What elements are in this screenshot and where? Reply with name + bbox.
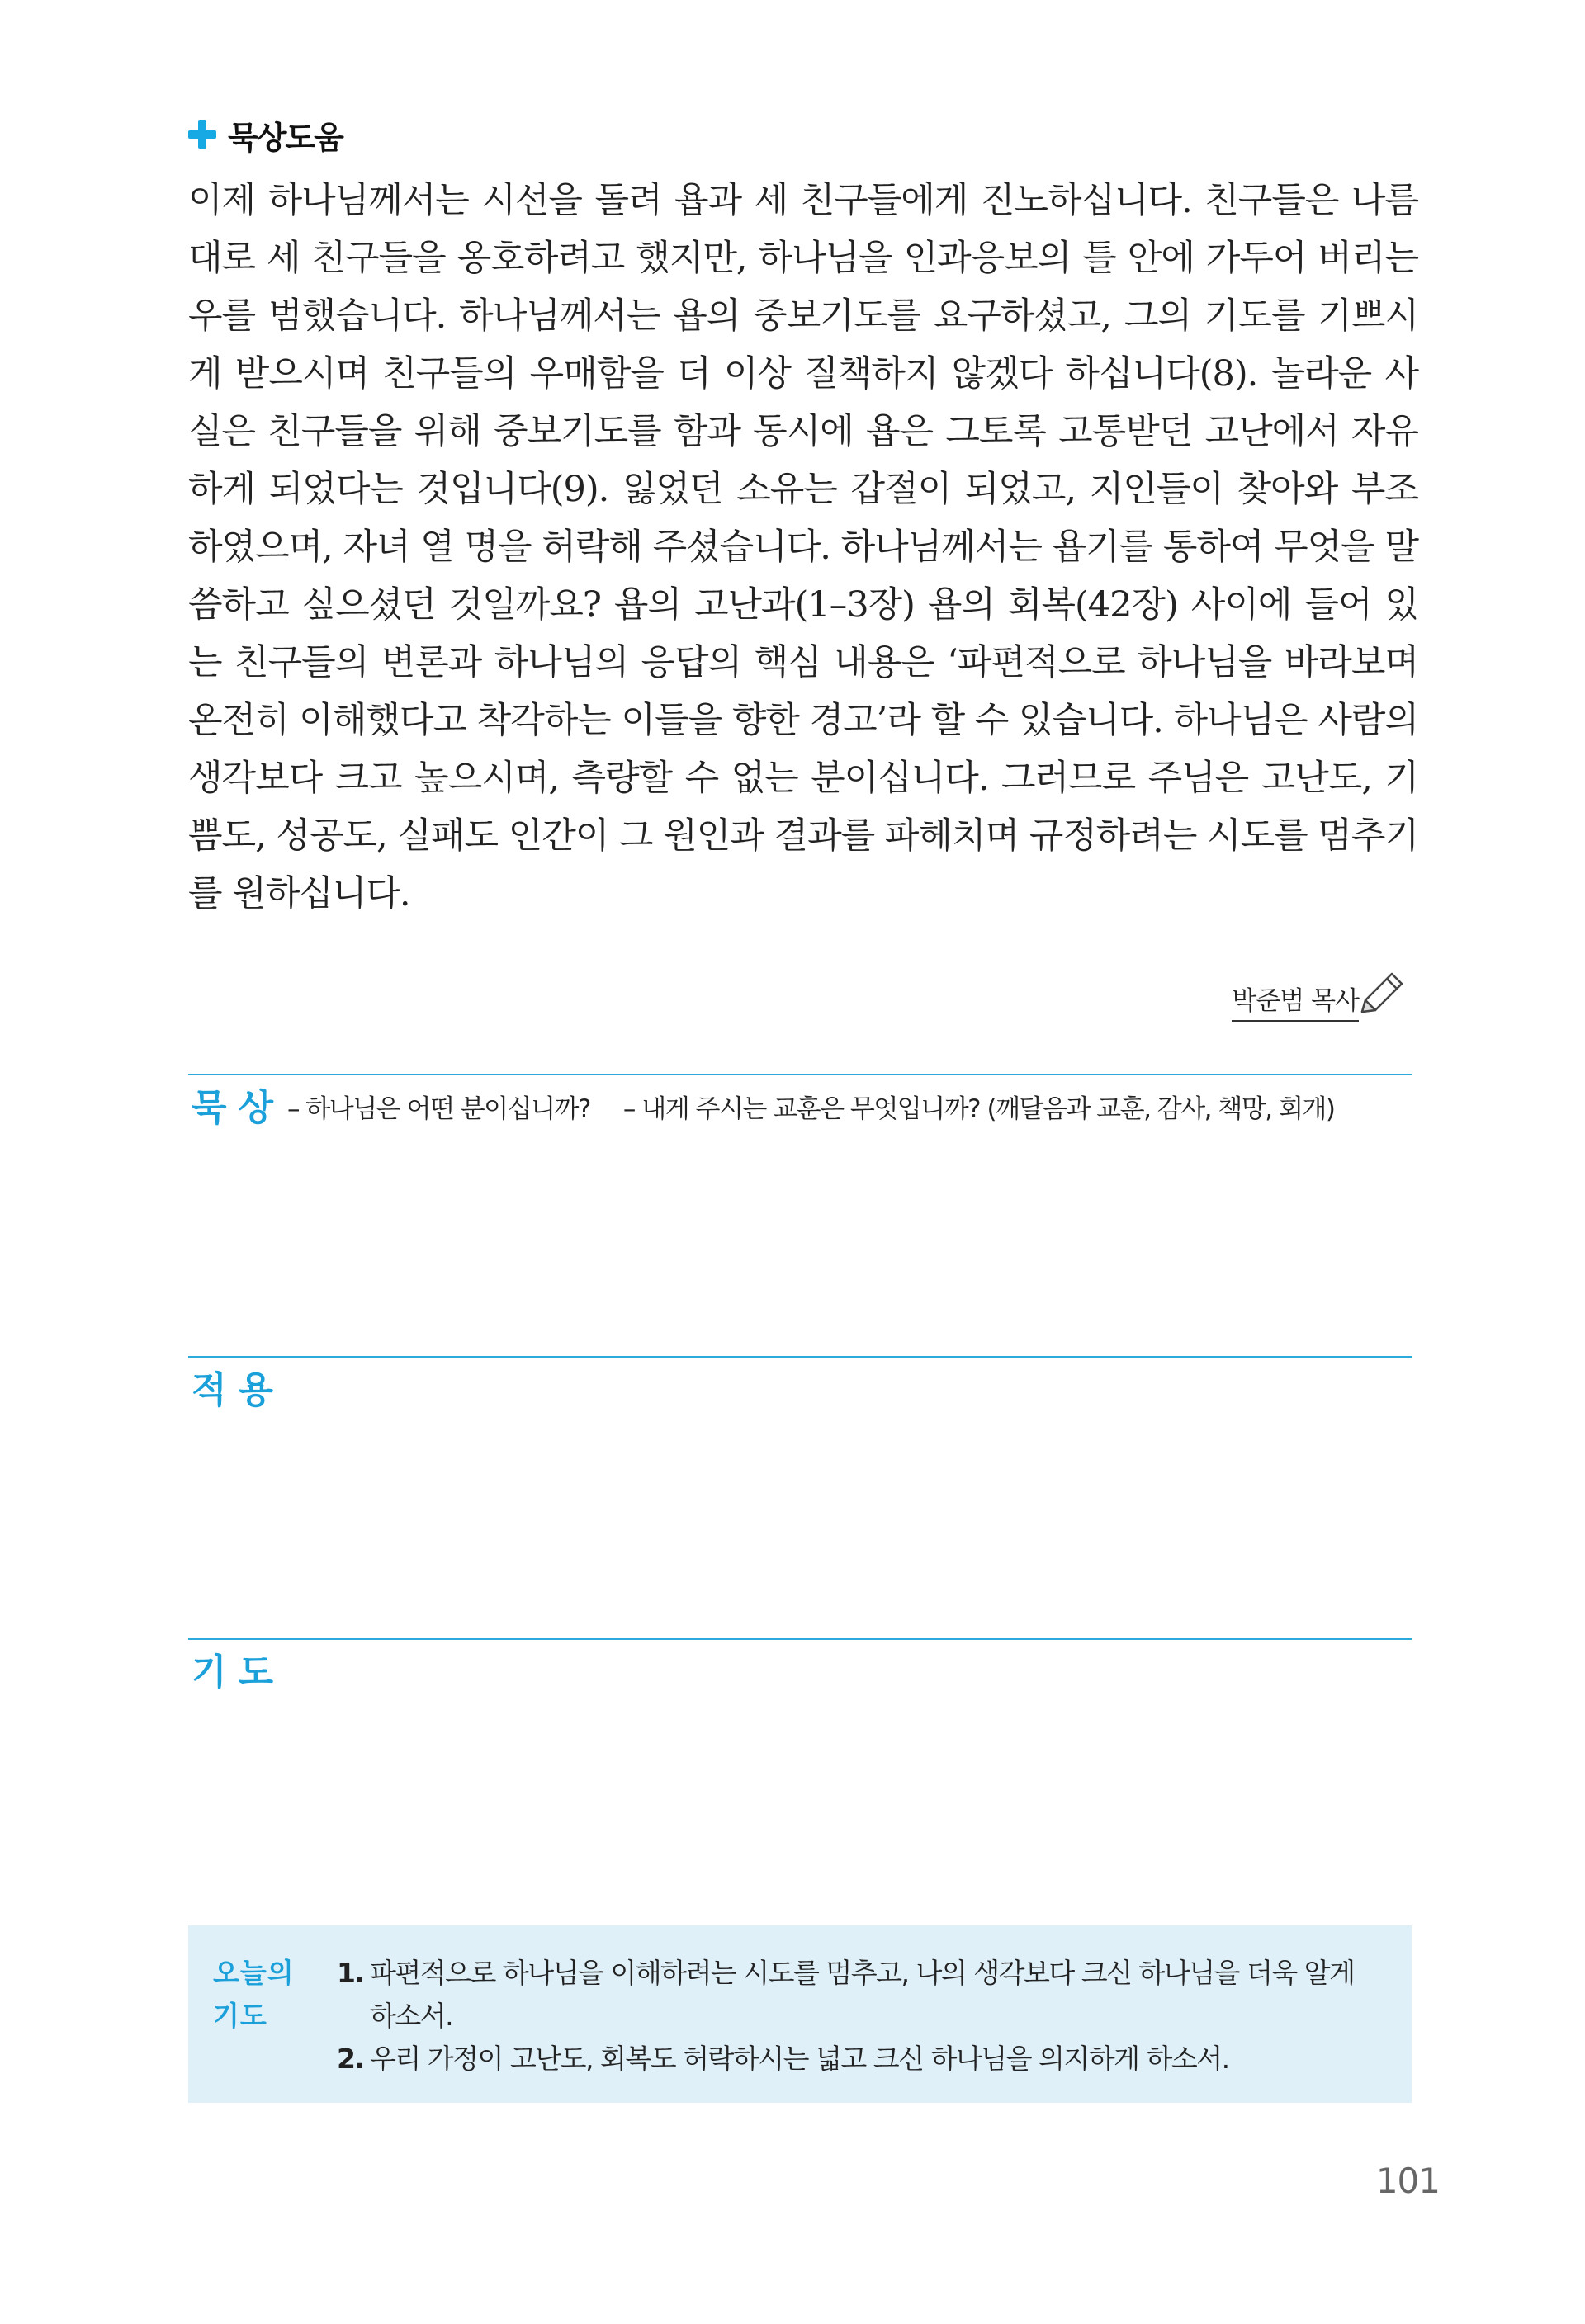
prayer-item-number: 1. xyxy=(337,1957,364,1989)
prayer-divider xyxy=(188,1638,1412,1640)
application-label: 적용 xyxy=(192,1369,286,1411)
page-number: 101 xyxy=(1375,2161,1440,2201)
prayer-item-text: 파편적으로 하나님을 이해하려는 시도를 멈추고, 나의 생각보다 크신 하나님을 더욱 알게 하소서. xyxy=(370,1957,1355,2032)
todays-prayer-label: 오늘의 기도 xyxy=(213,1957,295,2032)
todays-prayer-list xyxy=(337,1952,1385,2081)
meditation-label: 묵상 xyxy=(192,1087,286,1129)
application-divider xyxy=(188,1356,1412,1358)
section-title: 묵상도움 xyxy=(228,119,343,156)
author-name: 박준범 목사 xyxy=(1232,980,1359,1022)
plus-icon xyxy=(188,120,216,149)
prayer-item-number: 2. xyxy=(337,2043,364,2075)
meditation-questions xyxy=(287,1088,1367,1125)
meditation-divider xyxy=(188,1074,1412,1075)
prayer-item xyxy=(337,2038,1385,2081)
author-signature xyxy=(1232,964,1408,1022)
meditation-question-1: – 하나님은 어떤 분이십니까? xyxy=(287,1094,590,1124)
todays-prayer-box xyxy=(188,1925,1412,2103)
prayer-label: 기도 xyxy=(192,1651,286,1693)
prayer-item-text: 우리 가정이 고난도, 회복도 허락하시는 넓고 크신 하나님을 의지하게 하소서. xyxy=(370,2043,1229,2075)
prayer-item xyxy=(337,1952,1385,2038)
devotional-paragraph: 이제 하나님께서는 시선을 돌려 욥과 세 친구들에게 진노하십니다. 친구들은 나름대로 세 친구들을 옹호하려고 했지만, 하나님을 인과응보의 틀 안에 가두어 버리는 우를 범했습니다. 하나님께서는 욥의 중보기도를 요구하셨고, 그의 기도를 기쁘시게 받으시며 친구들의 우매함을 더 이상 질책하지 않겠다 하십니다(8). 놀라운 사실은 친구들을 위해 중보기도를 함과 동시에 욥은 그토록 고통받던 고난에서 자유하게 되었다는 것입니다(9). 잃었던 소유는 갑절이 되었고, 지인들이 찾아와 부조하였으며, 자녀 열 명을 허락해 주셨습니다. 하나님께서는 욥기를 통하여 무엇을 말씀하고 싶으셨던 것일까요? 욥의 고난과(1–3장) 욥의 회복(42장) 사이에 들어 있는 친구들의 변론과 하나님의 응답의 핵심 내용은 ‘파편적으로 하나님을 바라보며 온전히 이해했다고 착각하는 이들을 향한 경고’라 할 수 있습니다. 하나님은 사람의 생각보다 크고 높으시며, 측량할 수 없는 분이십니다. 그러므로 주님은 고난도, 기쁨도, 성공도, 실패도 인간이 그 원인과 결과를 파헤치며 규정하려는 시도를 멈추기를 원하십니다. xyxy=(188,180,1418,914)
pencil-icon xyxy=(1354,967,1408,1022)
section-header xyxy=(188,106,343,163)
meditation-question-2: – 내게 주시는 교훈은 무엇입니까? (깨달음과 교훈, 감사, 책망, 회개) xyxy=(622,1094,1335,1124)
